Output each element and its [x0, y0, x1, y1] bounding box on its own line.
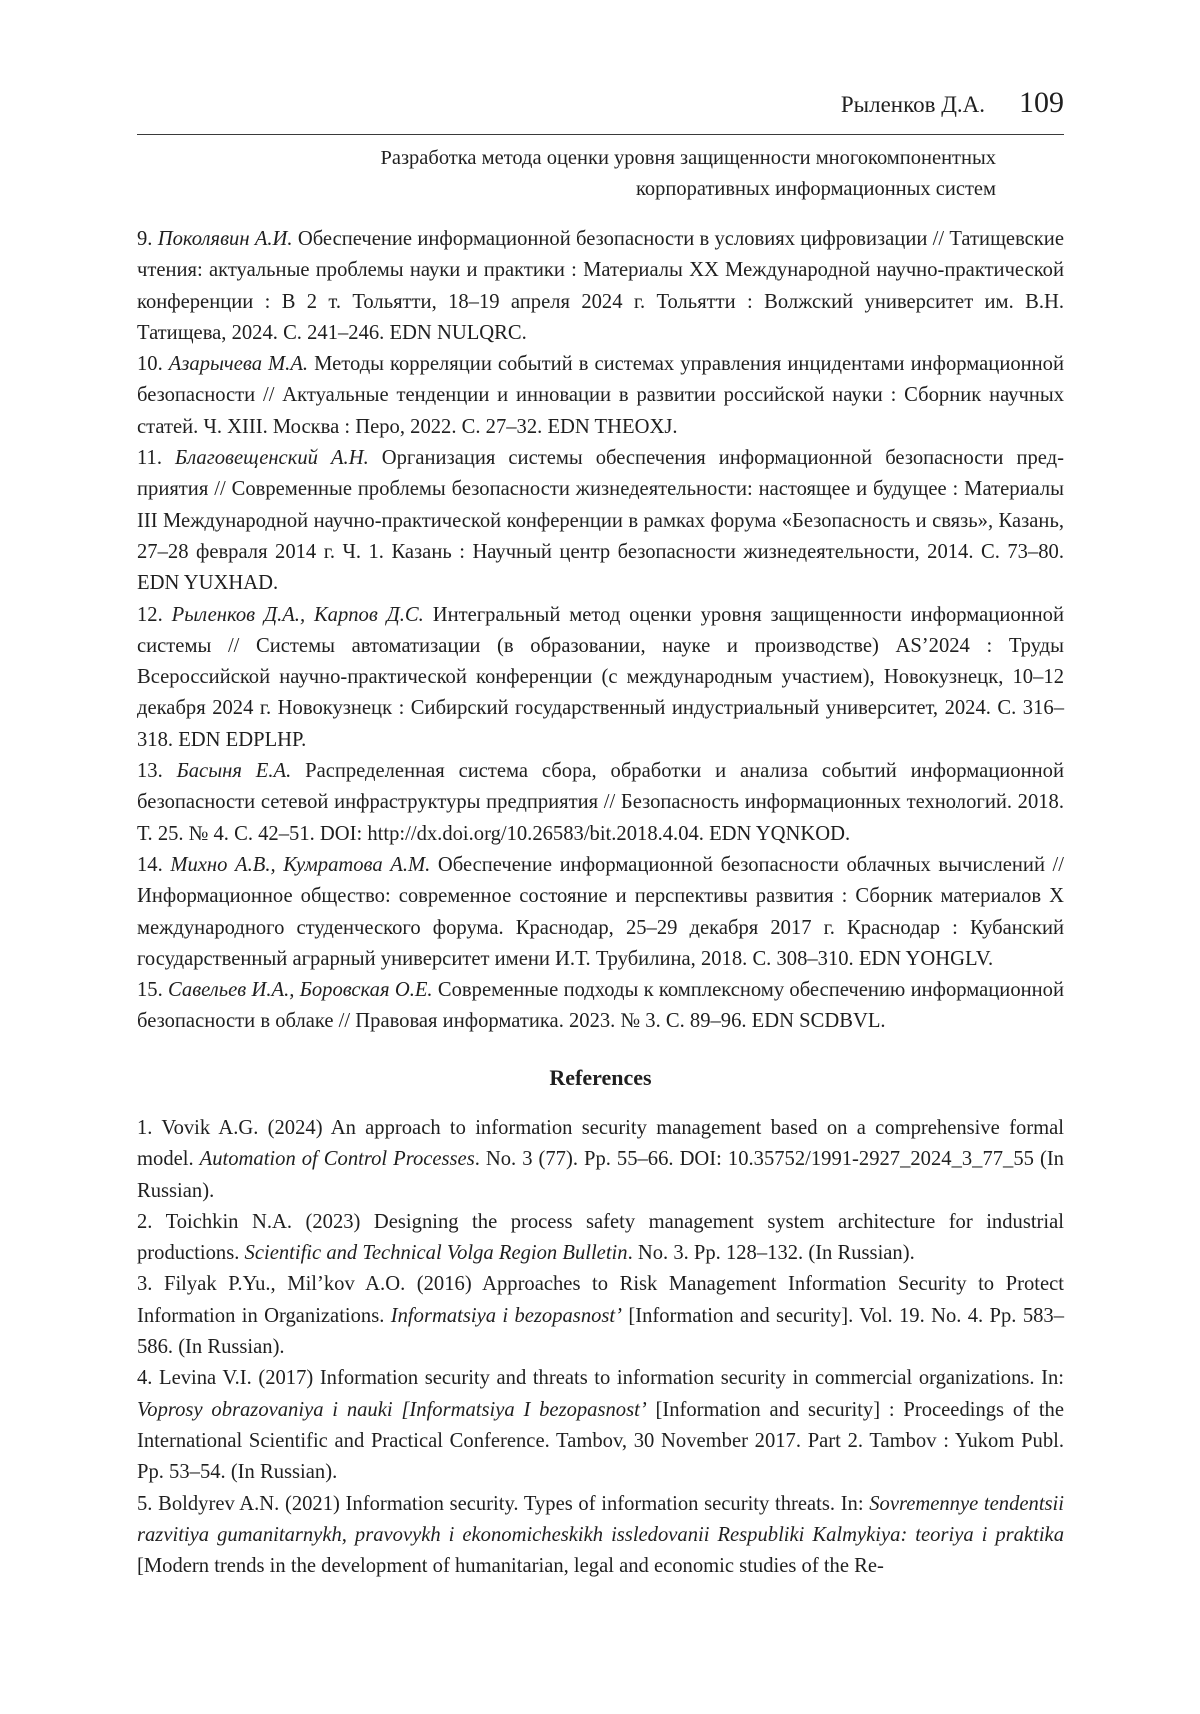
reference-tail: [Information and security] : Proceedings of the International Scientific and Practical Conference. Tambov, 30 November 2017. Part 2. Tambov : Yukom Publ. Pp. 53–54. (In Russian).	[137, 1398, 1064, 1484]
references-heading: References	[549, 1065, 652, 1090]
reference-text: Обеспечение информационной безопасности облачных вычислений // Информационное общество: современное состояние и перспективы развития : Сборник материалов X международного студенческого форума. Краснодар, 25–29 декабря 2017 г. Краснодар : Кубанский государственный аграрный университет имени И.Т. Трубилина, 2018. С. 308–310. EDN YOHGLV.	[137, 853, 1064, 970]
english-reference-list	[137, 1113, 1064, 1582]
reference-text: Современные подходы к комплексному обеспечению информационной безопасности в облаке // Правовая информатика. 2023. № 3. С. 89–96. EDN SCDBVL.	[137, 979, 1064, 1033]
reference-authors: Савельев И.А., Боровская О.Е.	[168, 979, 433, 1002]
reference-number: 11.	[137, 447, 162, 470]
reference-item	[137, 1113, 1064, 1207]
reference-authors: Благовещенский А.Н.	[175, 447, 369, 470]
reference-source: Automation of Control Processes	[199, 1148, 475, 1171]
reference-authors: Басыня Е.А.	[176, 760, 292, 783]
reference-tail: [Information and security]. Vol. 19. No. 4. Pp. 583–586. (In Russian).	[137, 1304, 1065, 1359]
reference-authors: Азарычева М.А.	[168, 353, 309, 376]
reference-source: Voprosy obrazovaniya i nauki [Informatsiya I bezopasnost’	[137, 1398, 647, 1421]
running-head-author: Рыленков Д.А.	[840, 92, 985, 117]
running-head	[841, 86, 1064, 120]
reference-number: 9.	[137, 228, 153, 250]
reference-lead: 3. Filyak P.Yu., Mil’kov A.O. (2016) Approaches to Risk Management Information Security to Protect Information in Organizations.	[137, 1273, 1064, 1327]
reference-source: Sovremennye tendentsii razvitiya gumanitarnykh, pravovykh i ekonomicheskikh issledovanii Respubliki Kalmykiya: teoriya i praktika	[137, 1492, 1064, 1546]
running-title-line-1: Разработка метода оценки уровня защищенности многокомпонентных	[380, 147, 996, 169]
reference-authors: Рыленков Д.А., Карпов Д.С.	[171, 603, 424, 626]
reference-text: Распределенная система сбора, обработки и анализа событий информационной безопасности сетевой инфраструктуры предприятия // Безопасность информационных технологий. 2018. Т. 25. № 4. С. 42–51. DOI: http://dx.doi.org/10.26583/bit.2018.4.04. EDN YQNKOD.	[137, 760, 1064, 845]
reference-number: 12.	[137, 603, 163, 626]
reference-tail: . No. 3. Pp. 128–132. (In Russian).	[627, 1242, 915, 1265]
reference-tail: . No. 3 (77). Pp. 55–66. DOI: 10.35752/1991-2927_2024_3_77_55 (In Russian).	[137, 1148, 1064, 1202]
reference-item	[137, 349, 1064, 443]
reference-item	[137, 600, 1064, 756]
reference-authors: Михно А.В., Кумратова А.М.	[170, 853, 431, 876]
reference-item	[137, 443, 1064, 599]
reference-lead: 4. Levina V.I. (2017) Information security and threats to information security in commercial organizations. In:	[137, 1367, 1064, 1390]
reference-text: Обеспечение информационной безопасности в условиях цифровизации // Татищевские чтения: актуальные проблемы науки и практики : Материалы XX Международной научно-практической конференции : В 2 т. Тольятти, 18–19 апреля 2024 г. Тольятти : Волжский университет им. В.Н. Татищева, 2024. С. 241–246. EDN NULQRC.	[137, 228, 1064, 344]
reference-item	[137, 1269, 1064, 1363]
reference-source: Informatsiya i bezopasnost’	[390, 1304, 623, 1327]
russian-reference-list	[137, 224, 1064, 1038]
reference-item	[137, 224, 1064, 349]
reference-item	[137, 975, 1064, 1038]
page-number: 109	[1019, 86, 1064, 119]
header-rule	[137, 134, 1064, 135]
reference-number: 10.	[137, 353, 163, 376]
reference-number: 15.	[137, 979, 163, 1002]
reference-lead: 2. Toichkin N.A. (2023) Designing the process safety management system architecture for industrial productions.	[137, 1210, 1064, 1265]
reference-item	[137, 756, 1064, 850]
reference-text: Интегральный метод оценки уровня защищенности информационной системы // Системы автоматизации (в образовании, науке и производстве) AS’2024 : Труды Всероссийской научно-практической конференции (с международным участием), Новокузнецк, 10–12 декабря 2024 г. Новокузнецк : Сибирский государственный индустриальный университет, 2024. С. 316–318. EDN EDPLHP.	[137, 603, 1064, 751]
reference-item	[137, 850, 1064, 975]
reference-number: 14.	[137, 853, 163, 876]
reference-source: Scientific and Technical Volga Region Bulletin	[244, 1242, 628, 1265]
reference-lead: 1. Vovik A.G. (2024) An approach to information security management based on a comprehensive formal model.	[137, 1117, 1064, 1171]
reference-number: 13.	[137, 760, 163, 783]
reference-lead: 5. Boldyrev A.N. (2021) Information security. Types of information security threats. In:	[137, 1492, 870, 1515]
running-title-line-2: корпоративных информационных систем	[635, 178, 996, 200]
running-head-title	[296, 143, 996, 205]
reference-item	[137, 1207, 1064, 1270]
reference-item	[137, 1363, 1064, 1488]
reference-item	[137, 1489, 1064, 1583]
reference-text: Методы корреляции событий в системах управления инцидентами информационной безопасности // Актуальные тенденции и инновации в развитии российской науки : Сборник научных статей. Ч. XIII. Москва : Перо, 2022. С. 27–32. EDN THEOXJ.	[137, 353, 1064, 438]
reference-tail: [Modern trends in the development of humanitarian, legal and economic studies of the Re-	[137, 1555, 884, 1578]
reference-authors: Поколявин А.И.	[157, 228, 293, 250]
reference-text: Организация системы обеспечения информационной безопасности предприятия // Современные проблемы безопасности жизнедеятельности: настоящее и будущее : Материалы III Международной научно-практической конференции в рамках форума «Безопасность и связь», Казань, 27–28 февраля 2014 г. Ч. 1. Казань : Научный центр безопасности жизнедеятельности, 2014. С. 73–80. EDN YUXHAD.	[137, 447, 1064, 595]
